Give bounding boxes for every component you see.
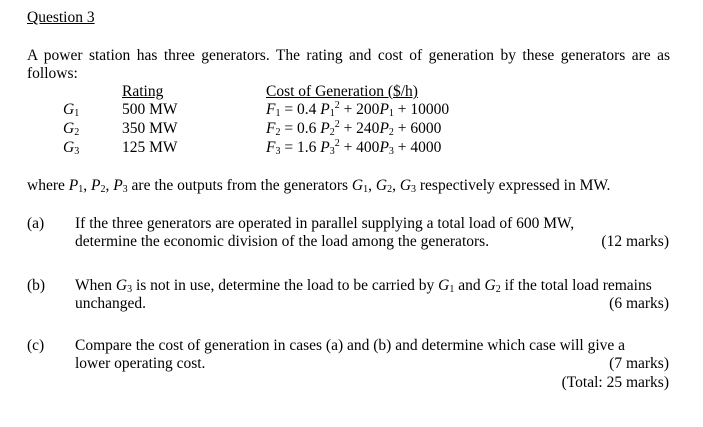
part-b-text: When $G_3$ is not in use, determine the load to be carried by $G_1$ and $G_2$ if the total load remains unchanged. (75, 277, 652, 312)
where-sentence: where $P_1$, $P_2$, $P_3$ are the outputs from the generators $G_1$, $G_2$, $G_3$ respectively expressed in MW. (27, 177, 611, 195)
rating-value: 350 MW (122, 120, 178, 137)
total-marks: (Total: 25 marks) (561, 374, 669, 391)
cost-equation: $F_3 = 1.6$ $P_3^2 + 400P_3 + 4000$ (266, 138, 442, 157)
part-b-label: (b) (27, 277, 46, 294)
generator-label: $G_1$ (63, 101, 80, 119)
part-b-marks: (6 marks) (609, 295, 669, 312)
generator-label: $G_2$ (63, 120, 80, 138)
part-c-marks: (7 marks) (609, 355, 669, 372)
part-a-marks: (12 marks) (601, 233, 669, 250)
rating-value: 125 MW (122, 139, 178, 156)
cost-equation: $F_1 = 0.4$ $P_1^2 + 200P_1 + 10000$ (266, 100, 450, 119)
cost-equation: $F_2 = 0.6$ $P_2^2 + 240P_2 + 6000$ (266, 119, 442, 138)
part-a-text: If the three generators are operated in parallel supplying a total load of 600 MW, determine the economic division of the load among the generators. (75, 215, 575, 250)
rating-value: 500 MW (122, 101, 178, 118)
cost-header: Cost of Generation ($/h) (266, 83, 418, 100)
part-c-label: (c) (27, 337, 45, 354)
rating-header: Rating (122, 83, 164, 100)
intro-paragraph: A power station has three generators. The rating and cost of generation by these generators are as follows: (27, 47, 670, 82)
part-c-text: Compare the cost of generation in cases (a) and (b) and determine which case will give a lower operating cost. (75, 337, 626, 372)
part-a-label: (a) (27, 215, 45, 232)
question-title: Question 3 (27, 9, 95, 26)
generator-label: $G_3$ (63, 139, 80, 157)
